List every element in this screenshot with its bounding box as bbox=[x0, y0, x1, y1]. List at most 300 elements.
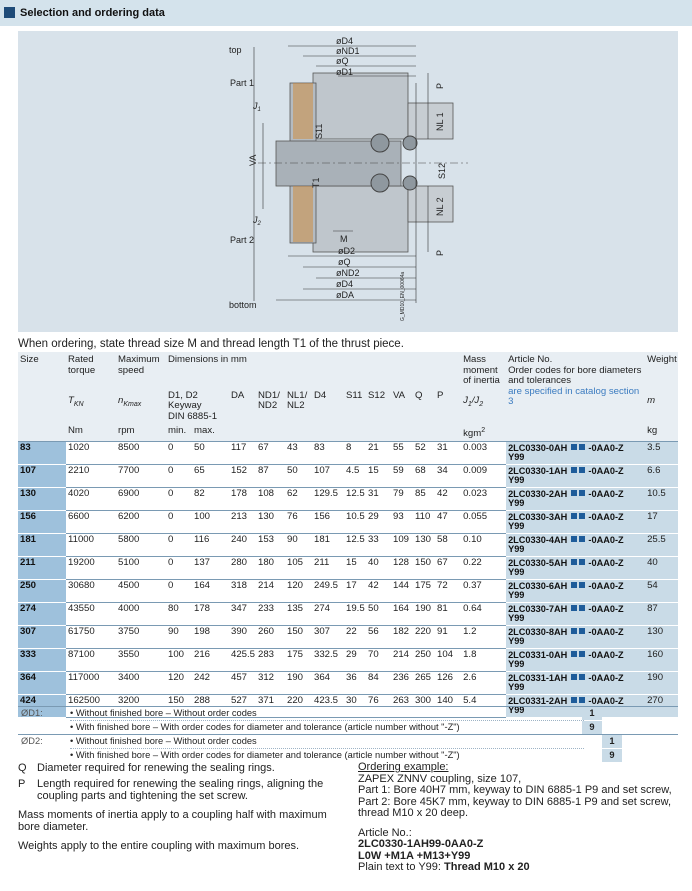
notes bbox=[18, 762, 343, 852]
table-row bbox=[18, 510, 678, 533]
label-va: VA bbox=[248, 154, 258, 166]
cell-size: 307 bbox=[18, 625, 66, 648]
table-row bbox=[18, 602, 678, 625]
table-row bbox=[18, 648, 678, 671]
cell-size: 364 bbox=[18, 671, 66, 694]
cell-nd: 283 bbox=[256, 648, 285, 671]
cell-s12: 21 bbox=[366, 441, 391, 464]
cell-va: 79 bbox=[391, 487, 413, 510]
placeholder-square-icon bbox=[579, 513, 585, 519]
section-title: Selection and ordering data bbox=[20, 7, 165, 19]
cell-q: 250 bbox=[413, 648, 435, 671]
cell-dmax: 137 bbox=[192, 556, 229, 579]
header-p: P bbox=[435, 388, 461, 424]
cell-s11: 12.5 bbox=[344, 533, 366, 556]
cell-dmin: 100 bbox=[166, 648, 192, 671]
cell-dmax: 164 bbox=[192, 579, 229, 602]
label-m: M bbox=[340, 234, 348, 244]
option-d2-with: • With finished bore – With order codes for diameter and tolerance (article number without "-Z") 9 bbox=[18, 749, 678, 762]
cell-weight: 160 bbox=[645, 648, 678, 671]
placeholder-square-icon bbox=[571, 444, 577, 450]
option-d1-without: ØD1: • Without finished bore – Without order codes 1 bbox=[18, 707, 678, 720]
header-max-speed: Maximum speed bbox=[116, 352, 166, 388]
example-line: ZAPEX ZNNV coupling, size 107, bbox=[358, 772, 522, 785]
cell-j: 5.4 bbox=[461, 694, 506, 717]
placeholder-square-icon bbox=[579, 628, 585, 634]
label-q-top: øQ bbox=[336, 56, 349, 66]
cell-weight: 130 bbox=[645, 625, 678, 648]
placeholder-square-icon bbox=[579, 674, 585, 680]
header-tkn: $T_{KN}$ bbox=[66, 388, 116, 424]
cell-da: 280 bbox=[229, 556, 256, 579]
cell-n: 8500 bbox=[116, 441, 166, 464]
cell-size: 424 bbox=[18, 694, 66, 717]
cell-q: 68 bbox=[413, 464, 435, 487]
example-article-label: Article No.: bbox=[358, 826, 412, 839]
header-nl: NL1/ NL2 bbox=[285, 388, 312, 424]
cell-dmin: 0 bbox=[166, 464, 192, 487]
label-q-bottom: øQ bbox=[338, 257, 351, 267]
cell-va: 182 bbox=[391, 625, 413, 648]
cell-weight: 25.5 bbox=[645, 533, 678, 556]
cell-dmin: 120 bbox=[166, 671, 192, 694]
cell-s12: 29 bbox=[366, 510, 391, 533]
cell-va: 263 bbox=[391, 694, 413, 717]
header-weight: Weight bbox=[645, 352, 678, 388]
cell-da: 240 bbox=[229, 533, 256, 556]
cell-s11: 22 bbox=[344, 625, 366, 648]
cell-s12: 76 bbox=[366, 694, 391, 717]
cell-nd: 180 bbox=[256, 556, 285, 579]
label-top: top bbox=[229, 45, 242, 55]
cell-p: 47 bbox=[435, 510, 461, 533]
cell-size: 130 bbox=[18, 487, 66, 510]
unit-max: max. bbox=[192, 423, 229, 441]
label-p-top: P bbox=[435, 82, 445, 89]
cell-da: 178 bbox=[229, 487, 256, 510]
cell-dmin: 150 bbox=[166, 694, 192, 717]
cell-s11: 30 bbox=[344, 694, 366, 717]
cell-q: 190 bbox=[413, 602, 435, 625]
cell-s11: 12.5 bbox=[344, 487, 366, 510]
cell-d4: 307 bbox=[312, 625, 344, 648]
cell-q: 220 bbox=[413, 625, 435, 648]
drawing-code: G_MD10_EN_00064a bbox=[400, 271, 406, 321]
table-header-row bbox=[18, 352, 678, 388]
cell-article-no: 2LC0330-6AH -0AA0-Z Y99 bbox=[506, 579, 645, 602]
cell-p: 58 bbox=[435, 533, 461, 556]
cell-tkn: 87100 bbox=[66, 648, 116, 671]
placeholder-square-icon bbox=[571, 467, 577, 473]
cell-weight: 190 bbox=[645, 671, 678, 694]
cell-article-no: 2LC0330-3AH -0AA0-Z Y99 bbox=[506, 510, 645, 533]
cell-n: 3750 bbox=[116, 625, 166, 648]
header-rated-torque: Rated torque bbox=[66, 352, 116, 388]
label-nd2: øND2 bbox=[336, 268, 360, 278]
cell-va: 236 bbox=[391, 671, 413, 694]
cell-p: 34 bbox=[435, 464, 461, 487]
cell-s12: 33 bbox=[366, 533, 391, 556]
option-d1-label: ØD1: bbox=[21, 708, 43, 718]
cell-da: 457 bbox=[229, 671, 256, 694]
cell-va: 93 bbox=[391, 510, 413, 533]
cell-s11: 17 bbox=[344, 579, 366, 602]
header-article-link[interactable]: are specified in catalog section 3 bbox=[508, 385, 640, 407]
cell-va: 144 bbox=[391, 579, 413, 602]
cell-tkn: 6600 bbox=[66, 510, 116, 533]
cell-article-no: 2LC0331-0AH -0AA0-Z Y99 bbox=[506, 648, 645, 671]
cell-size: 156 bbox=[18, 510, 66, 533]
option-code: 9 bbox=[582, 721, 602, 734]
cell-tkn: 1020 bbox=[66, 441, 116, 464]
cell-tkn: 30680 bbox=[66, 579, 116, 602]
cell-dmax: 198 bbox=[192, 625, 229, 648]
cell-p: 104 bbox=[435, 648, 461, 671]
cell-nl: 62 bbox=[285, 487, 312, 510]
label-j1: $J_1$ bbox=[253, 101, 261, 113]
cell-nl: 190 bbox=[285, 671, 312, 694]
cell-dmax: 116 bbox=[192, 533, 229, 556]
label-nl1: NL 1 bbox=[435, 112, 445, 131]
cell-nd: 130 bbox=[256, 510, 285, 533]
cell-tkn: 117000 bbox=[66, 671, 116, 694]
cell-article-no: 2LC0330-2AH -0AA0-Z Y99 bbox=[506, 487, 645, 510]
cell-size: 211 bbox=[18, 556, 66, 579]
option-code: 1 bbox=[582, 707, 602, 720]
cell-tkn: 61750 bbox=[66, 625, 116, 648]
placeholder-square-icon bbox=[571, 582, 577, 588]
cell-nd: 214 bbox=[256, 579, 285, 602]
cell-d4: 423.5 bbox=[312, 694, 344, 717]
cell-dmin: 0 bbox=[166, 533, 192, 556]
placeholder-square-icon bbox=[579, 605, 585, 611]
label-s11: S11 bbox=[314, 123, 324, 139]
cell-p: 140 bbox=[435, 694, 461, 717]
table-row bbox=[18, 625, 678, 648]
cell-j: 0.055 bbox=[461, 510, 506, 533]
cell-q: 150 bbox=[413, 556, 435, 579]
cell-dmin: 0 bbox=[166, 579, 192, 602]
placeholder-square-icon bbox=[579, 444, 585, 450]
table-units-row bbox=[18, 423, 678, 441]
cell-da: 117 bbox=[229, 441, 256, 464]
cell-d4: 364 bbox=[312, 671, 344, 694]
cell-dmin: 0 bbox=[166, 556, 192, 579]
placeholder-square-icon bbox=[571, 559, 577, 565]
cell-s11: 8 bbox=[344, 441, 366, 464]
unit-kgm2: kgm$^2$ bbox=[461, 423, 506, 441]
cell-va: 55 bbox=[391, 441, 413, 464]
cell-da: 390 bbox=[229, 625, 256, 648]
cell-j: 0.64 bbox=[461, 602, 506, 625]
label-part2: Part 2 bbox=[230, 235, 255, 245]
header-d1d2: D1, D2 Keyway DIN 6885-1 bbox=[166, 388, 229, 424]
cell-dmax: 65 bbox=[192, 464, 229, 487]
cell-s12: 40 bbox=[366, 556, 391, 579]
cell-va: 59 bbox=[391, 464, 413, 487]
cell-da: 213 bbox=[229, 510, 256, 533]
cell-s11: 10.5 bbox=[344, 510, 366, 533]
cell-dmin: 0 bbox=[166, 441, 192, 464]
cell-s12: 84 bbox=[366, 671, 391, 694]
placeholder-square-icon bbox=[571, 513, 577, 519]
cell-s12: 56 bbox=[366, 625, 391, 648]
cell-nl: 50 bbox=[285, 464, 312, 487]
placeholder-square-icon bbox=[571, 605, 577, 611]
cell-weight: 54 bbox=[645, 579, 678, 602]
example-codes: L0W +M1A +M13+Y99 bbox=[358, 849, 471, 862]
example-line: Part 1: Bore 40H7 mm, keyway to DIN 6885-1 P9 and set screw, bbox=[358, 784, 672, 796]
example-heading: Ordering example: bbox=[358, 761, 449, 773]
label-p-bottom: P bbox=[435, 249, 445, 256]
cell-n: 6200 bbox=[116, 510, 166, 533]
note-p: P Length required for renewing the sealing rings, aligning the coupling parts and tightening the set screw. bbox=[18, 777, 324, 802]
cell-nd: 67 bbox=[256, 441, 285, 464]
placeholder-square-icon bbox=[579, 651, 585, 657]
cell-dmax: 100 bbox=[192, 510, 229, 533]
cell-n: 5100 bbox=[116, 556, 166, 579]
cell-weight: 40 bbox=[645, 556, 678, 579]
cell-tkn: 2210 bbox=[66, 464, 116, 487]
placeholder-square-icon bbox=[579, 490, 585, 496]
placeholder-square-icon bbox=[579, 467, 585, 473]
cell-s11: 4.5 bbox=[344, 464, 366, 487]
note-q: Q Diameter required for renewing the sealing rings. bbox=[18, 762, 275, 774]
cell-size: 181 bbox=[18, 533, 66, 556]
section-header bbox=[0, 0, 692, 26]
label-bottom: bottom bbox=[229, 300, 257, 310]
cell-dmax: 288 bbox=[192, 694, 229, 717]
header-article-no: Article No. bbox=[508, 354, 553, 365]
placeholder-square-icon bbox=[571, 651, 577, 657]
cell-n: 3400 bbox=[116, 671, 166, 694]
cell-d4: 156 bbox=[312, 510, 344, 533]
section-marker bbox=[4, 7, 15, 18]
cell-size: 83 bbox=[18, 441, 66, 464]
cell-j: 0.10 bbox=[461, 533, 506, 556]
cell-s11: 19.5 bbox=[344, 602, 366, 625]
label-d4-top: øD4 bbox=[336, 36, 354, 46]
example-line: Part 2: Bore 45K7 mm, keyway to DIN 6885-1 P9 and set screw, thread M10 x 20 deep. bbox=[358, 795, 672, 819]
cell-n: 4000 bbox=[116, 602, 166, 625]
option-code: 1 bbox=[602, 735, 622, 748]
ordering-example bbox=[358, 762, 688, 874]
cell-article-no: 2LC0330-4AH -0AA0-Z Y99 bbox=[506, 533, 645, 556]
cell-j: 2.6 bbox=[461, 671, 506, 694]
cell-d4: 249.5 bbox=[312, 579, 344, 602]
cell-nd: 108 bbox=[256, 487, 285, 510]
cell-s11: 36 bbox=[344, 671, 366, 694]
header-va: VA bbox=[391, 388, 413, 424]
cell-j: 0.37 bbox=[461, 579, 506, 602]
cell-nl: 105 bbox=[285, 556, 312, 579]
cell-tkn: 162500 bbox=[66, 694, 116, 717]
cell-tkn: 43550 bbox=[66, 602, 116, 625]
cell-va: 214 bbox=[391, 648, 413, 671]
cell-nl: 43 bbox=[285, 441, 312, 464]
header-dimensions: Dimensions in mm bbox=[166, 352, 461, 388]
label-da: øDA bbox=[336, 290, 354, 300]
cell-nd: 233 bbox=[256, 602, 285, 625]
cell-n: 3550 bbox=[116, 648, 166, 671]
cell-q: 130 bbox=[413, 533, 435, 556]
cell-q: 85 bbox=[413, 487, 435, 510]
option-d2-without: ØD2: • Without finished bore – Without order codes 1 bbox=[18, 735, 678, 748]
header-article-desc: Order codes for bore diameters and tolerances bbox=[508, 364, 642, 386]
cell-j: 0.22 bbox=[461, 556, 506, 579]
unit-rpm: rpm bbox=[116, 423, 166, 441]
cell-nl: 220 bbox=[285, 694, 312, 717]
label-d4-bottom: øD4 bbox=[336, 279, 354, 289]
cell-p: 42 bbox=[435, 487, 461, 510]
cell-s12: 70 bbox=[366, 648, 391, 671]
cell-j: 0.023 bbox=[461, 487, 506, 510]
cell-s12: 42 bbox=[366, 579, 391, 602]
label-d2: øD2 bbox=[338, 246, 356, 256]
cell-j: 0.009 bbox=[461, 464, 506, 487]
cell-size: 107 bbox=[18, 464, 66, 487]
cell-n: 7700 bbox=[116, 464, 166, 487]
placeholder-square-icon bbox=[571, 628, 577, 634]
cell-nl: 150 bbox=[285, 625, 312, 648]
cell-d4: 107 bbox=[312, 464, 344, 487]
label-nd1: øND1 bbox=[336, 46, 360, 56]
cell-d4: 211 bbox=[312, 556, 344, 579]
cell-article-no: 2LC0330-1AH -0AA0-Z Y99 bbox=[506, 464, 645, 487]
header-m: m bbox=[645, 388, 678, 424]
label-t1: T1 bbox=[311, 177, 321, 188]
header-nd: ND1/ ND2 bbox=[256, 388, 285, 424]
header-article bbox=[506, 352, 645, 423]
cell-da: 527 bbox=[229, 694, 256, 717]
coupling-drawing bbox=[18, 31, 678, 332]
placeholder-square-icon bbox=[579, 536, 585, 542]
unit-min: min. bbox=[166, 423, 192, 441]
cell-q: 265 bbox=[413, 671, 435, 694]
note-mass: Mass moments of inertia apply to a coupling half with maximum bore diameter. bbox=[18, 808, 327, 833]
cell-p: 81 bbox=[435, 602, 461, 625]
cell-j: 1.2 bbox=[461, 625, 506, 648]
cell-nd: 371 bbox=[256, 694, 285, 717]
label-nl2: NL 2 bbox=[435, 197, 445, 216]
option-code: 9 bbox=[602, 749, 622, 762]
cell-s12: 15 bbox=[366, 464, 391, 487]
cell-weight: 3.5 bbox=[645, 441, 678, 464]
placeholder-square-icon bbox=[571, 490, 577, 496]
table-row bbox=[18, 671, 678, 694]
example-article-no: 2LC0330-1AH99-0AA0-Z bbox=[358, 838, 484, 850]
cell-nl: 135 bbox=[285, 602, 312, 625]
cell-dmax: 216 bbox=[192, 648, 229, 671]
table-row bbox=[18, 556, 678, 579]
cell-q: 175 bbox=[413, 579, 435, 602]
table-row bbox=[18, 579, 678, 602]
cell-nd: 87 bbox=[256, 464, 285, 487]
selection-table bbox=[18, 352, 678, 718]
note-weights: Weights apply to the entire coupling with maximum bores. bbox=[18, 839, 300, 852]
cell-dmax: 178 bbox=[192, 602, 229, 625]
cell-weight: 6.6 bbox=[645, 464, 678, 487]
unit-kg: kg bbox=[645, 423, 678, 441]
placeholder-square-icon bbox=[579, 697, 585, 703]
table-row bbox=[18, 487, 678, 510]
cell-article-no: 2LC0330-8AH -0AA0-Z Y99 bbox=[506, 625, 645, 648]
cell-j: 1.8 bbox=[461, 648, 506, 671]
cell-article-no: 2LC0331-2AH -0AA0-Z Y99 bbox=[506, 694, 645, 717]
cell-d4: 129.5 bbox=[312, 487, 344, 510]
label-s12: S12 bbox=[437, 162, 447, 179]
cell-n: 3200 bbox=[116, 694, 166, 717]
cell-dmin: 80 bbox=[166, 602, 192, 625]
cell-dmin: 90 bbox=[166, 625, 192, 648]
table-row bbox=[18, 464, 678, 487]
header-s12: S12 bbox=[366, 388, 391, 424]
cell-n: 6900 bbox=[116, 487, 166, 510]
label-j2: $J_2$ bbox=[253, 215, 261, 227]
cell-dmin: 0 bbox=[166, 510, 192, 533]
header-size: Size bbox=[18, 352, 66, 388]
placeholder-square-icon bbox=[571, 697, 577, 703]
option-d1-with: • With finished bore – With order codes for diameter and tolerance (article number without "-Z") 9 bbox=[18, 721, 678, 734]
cell-tkn: 4020 bbox=[66, 487, 116, 510]
cell-dmin: 0 bbox=[166, 487, 192, 510]
cell-tkn: 11000 bbox=[66, 533, 116, 556]
cell-nd: 312 bbox=[256, 671, 285, 694]
cell-nd: 153 bbox=[256, 533, 285, 556]
label-part1: Part 1 bbox=[230, 78, 255, 88]
coupling-body bbox=[258, 73, 468, 252]
cell-s11: 15 bbox=[344, 556, 366, 579]
cell-dmax: 50 bbox=[192, 441, 229, 464]
cell-nl: 120 bbox=[285, 579, 312, 602]
placeholder-square-icon bbox=[579, 559, 585, 565]
header-j: $J_1/J_2$ bbox=[461, 388, 506, 424]
cell-p: 31 bbox=[435, 441, 461, 464]
cell-article-no: 2LC0331-1AH -0AA0-Z Y99 bbox=[506, 671, 645, 694]
cell-s11: 29 bbox=[344, 648, 366, 671]
cell-q: 110 bbox=[413, 510, 435, 533]
cell-nd: 260 bbox=[256, 625, 285, 648]
cell-d4: 83 bbox=[312, 441, 344, 464]
cell-va: 164 bbox=[391, 602, 413, 625]
cell-s12: 50 bbox=[366, 602, 391, 625]
cell-da: 347 bbox=[229, 602, 256, 625]
cell-article-no: 2LC0330-0AH -0AA0-Z Y99 bbox=[506, 441, 645, 464]
cell-da: 425.5 bbox=[229, 648, 256, 671]
cell-nl: 175 bbox=[285, 648, 312, 671]
cell-weight: 87 bbox=[645, 602, 678, 625]
ordering-note: When ordering, state thread size M and thread length T1 of the thrust piece. bbox=[18, 338, 404, 350]
example-plain-text: Plain text to Y99: Thread M10 x 20 bbox=[358, 861, 530, 873]
cell-size: 333 bbox=[18, 648, 66, 671]
cell-size: 250 bbox=[18, 579, 66, 602]
placeholder-square-icon bbox=[571, 674, 577, 680]
cell-s12: 31 bbox=[366, 487, 391, 510]
table-row bbox=[18, 533, 678, 556]
cell-d4: 332.5 bbox=[312, 648, 344, 671]
cell-weight: 17 bbox=[645, 510, 678, 533]
cell-weight: 10.5 bbox=[645, 487, 678, 510]
cell-size: 274 bbox=[18, 602, 66, 625]
header-da: DA bbox=[229, 388, 256, 424]
header-s11: S11 bbox=[344, 388, 366, 424]
cell-q: 52 bbox=[413, 441, 435, 464]
cell-d4: 274 bbox=[312, 602, 344, 625]
cell-dmax: 82 bbox=[192, 487, 229, 510]
placeholder-square-icon bbox=[571, 536, 577, 542]
cell-da: 318 bbox=[229, 579, 256, 602]
cell-q: 300 bbox=[413, 694, 435, 717]
